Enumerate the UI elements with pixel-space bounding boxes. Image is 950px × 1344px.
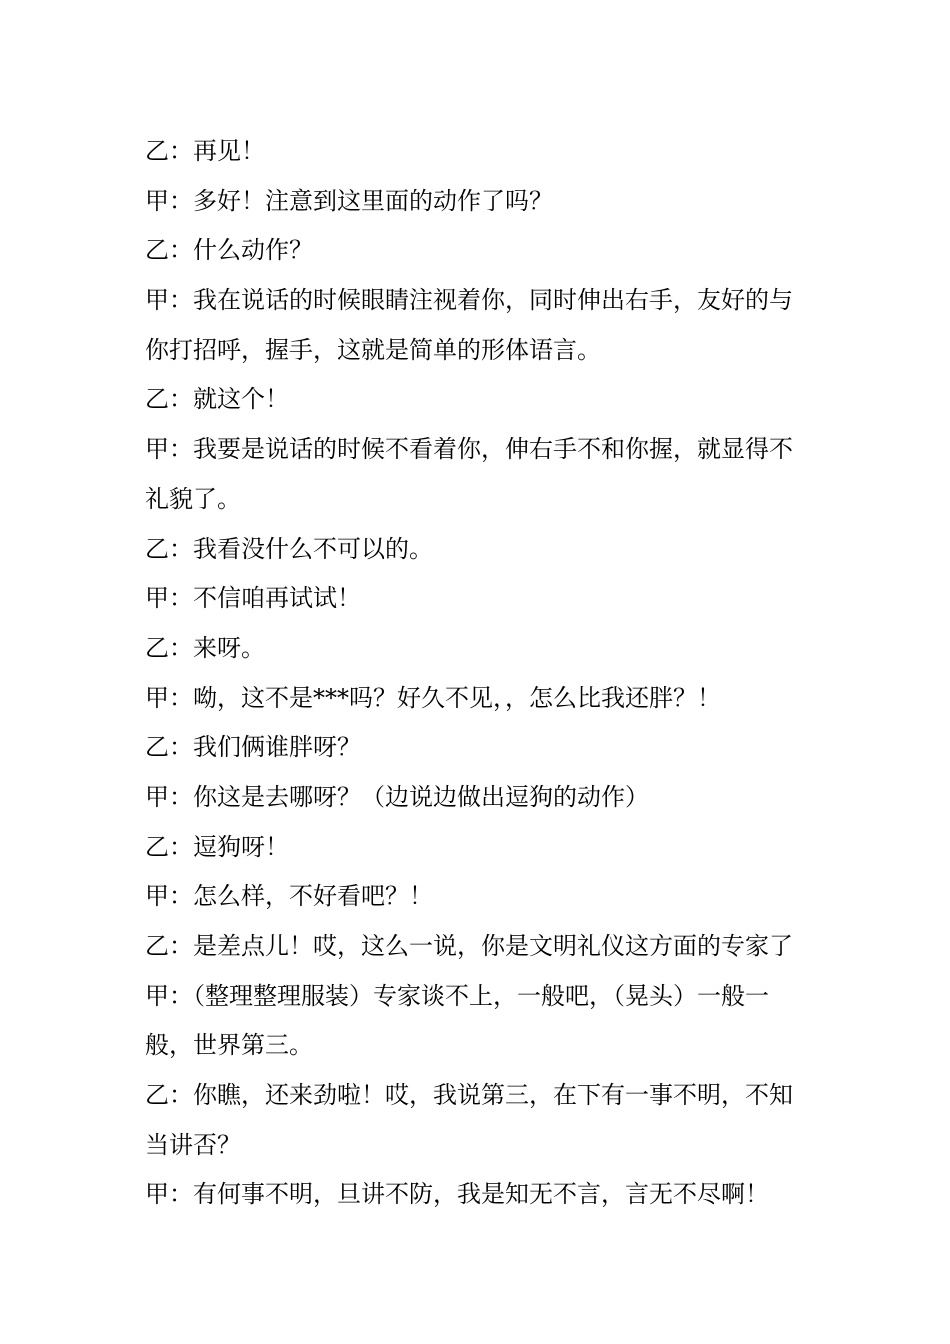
text-line: 当讲否？ (145, 1130, 241, 1159)
text-line: 你打招呼，握手，这就是简单的形体语言。 (145, 335, 601, 364)
text-line: 甲：我要是说话的时候不看着你，伸右手不和你握，就显得不 (145, 435, 793, 464)
text-line: 甲：怎么样，不好看吧？！ (145, 882, 433, 911)
text-line: 甲：我在说话的时候眼睛注视着你，同时伸出右手，友好的与 (145, 286, 793, 315)
text-line: 甲：你这是去哪呀？（边说边做出逗狗的动作） (145, 782, 649, 811)
text-line: 乙：我们俩谁胖呀？ (145, 733, 361, 762)
text-line: 甲：不信咱再试试！ (145, 584, 361, 613)
text-line: 乙：逗狗呀！ (145, 832, 289, 861)
text-line: 乙：来呀。 (145, 633, 265, 662)
text-line: 乙：什么动作？ (145, 236, 313, 265)
text-line: 甲：呦，这不是***吗？好久不见，，怎么比我还胖？！ (145, 683, 721, 712)
dialogue-text (145, 127, 810, 1220)
text-line: 甲：（整理整理服装）专家谈不上，一般吧，（晃头）一般一 (145, 981, 769, 1010)
text-line: 甲：有何事不明，旦讲不防，我是知无不言，言无不尽啊！ (145, 1180, 769, 1209)
text-line: 乙：再见！ (145, 137, 265, 165)
text-line: 礼貌了。 (145, 484, 241, 513)
text-line: 乙：你瞧，还来劲啦！哎，我说第三，在下有一事不明，不知 (145, 1081, 793, 1110)
text-line: 乙：我看没什么不可以的。 (145, 534, 433, 563)
text-line: 乙：就这个！ (145, 385, 289, 414)
text-line: 甲：多好！注意到这里面的动作了吗？ (145, 186, 553, 215)
text-line: 般，世界第三。 (145, 1031, 313, 1060)
text-line: 乙：是差点儿！哎，这么一说，你是文明礼仪这方面的专家了 (145, 932, 793, 960)
